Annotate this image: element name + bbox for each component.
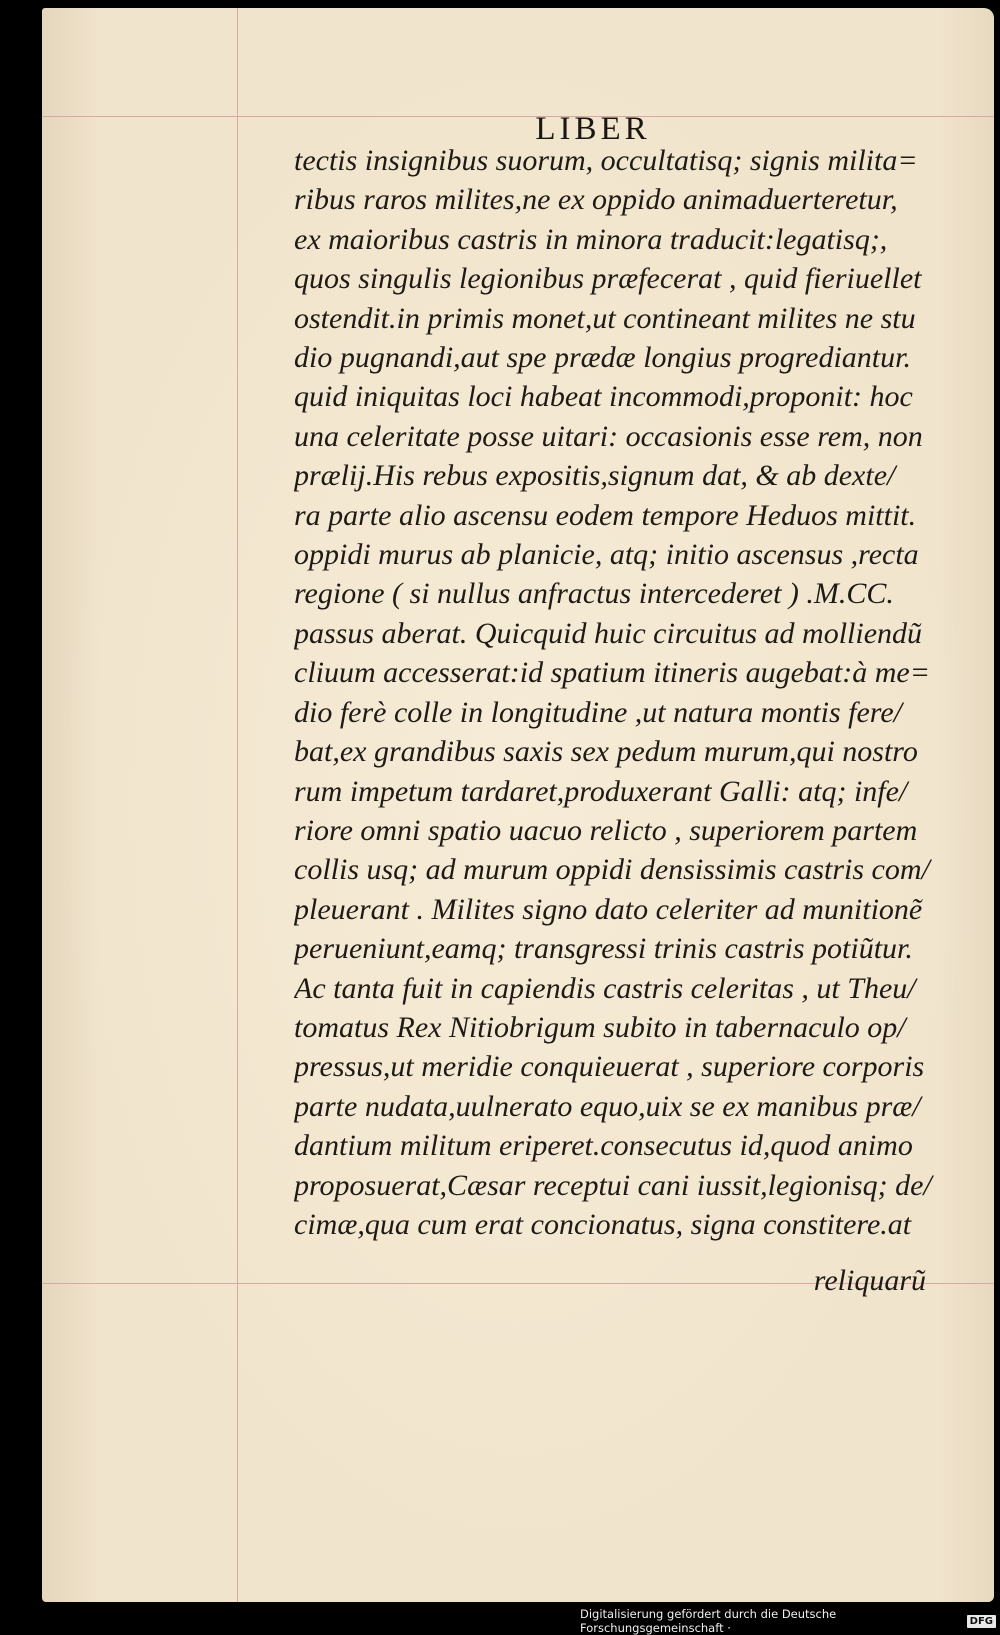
running-head: LIBER xyxy=(535,111,651,147)
text-line: tomatus Rex Nitiobrigum subito in tabernaculo op/ xyxy=(294,1010,906,1044)
text-line: cimæ,qua cum erat concionatus, signa constitere.at xyxy=(294,1207,912,1241)
catchword: reliquarũ xyxy=(813,1264,926,1297)
left-margin-rule xyxy=(237,8,238,1602)
text-line: pleuerant . Milites signo dato celeriter ad munitionẽ xyxy=(294,892,923,926)
text-line: quid iniquitas loci habeat incommodi,proponit: hoc xyxy=(294,380,913,414)
text-line: rum impetum tardaret,produxerant Galli: atq; infe/ xyxy=(294,774,908,808)
text-line: Ac tanta fuit in capiendis castris celeritas , ut Theu/ xyxy=(294,971,916,1005)
text-line: perueniunt,eamq; transgressi trinis castris potiũtur. xyxy=(294,932,913,966)
text-block xyxy=(294,141,974,1244)
text-line: passus aberat. Quicquid huic circuitus ad molliendũ xyxy=(294,616,923,650)
text-line: proposuerat,Cæsar receptui cani iussit,legionisq; de/ xyxy=(294,1168,932,1202)
text-line: bat,ex grandibus saxis sex pedum murum,qui nostro xyxy=(294,735,918,769)
text-line: riore omni spatio uacuo relicto , superiorem partem xyxy=(294,813,918,847)
book-page xyxy=(42,8,994,1602)
text-line: dio pugnandi,aut spe prædæ longius progrediantur. xyxy=(294,341,911,375)
text-line: pressus,ut meridie conquieuerat , superiore corporis xyxy=(294,1050,925,1084)
text-line: parte nudata,uulnerato equo,uix se ex manibus præ/ xyxy=(294,1089,921,1123)
text-line: quos singulis legionibus præfecerat , quid fieriuellet xyxy=(294,262,922,296)
footer-credit: Digitalisierung gefördert durch die Deutsche Forschungsgemeinschaft · xyxy=(580,1607,837,1635)
text-line: oppidi murus ab planicie, atq; initio ascensus ,recta xyxy=(294,538,919,572)
text-line: una celeritate posse uitari: occasionis esse rem, non xyxy=(294,419,923,453)
text-line: ex maioribus castris in minora traducit:legatisq;, xyxy=(294,222,888,256)
text-line: prælij.His rebus expositis,signum dat, & ab dexte/ xyxy=(294,459,896,493)
digitization-footer xyxy=(580,1607,1000,1635)
text-line: regione ( si nullus anfractus intercederet ) .M.CC. xyxy=(294,577,894,611)
text-line: ra parte alio ascensu eodem tempore Heduos mittit. xyxy=(294,498,917,532)
text-line: dantium militum eriperet.consecutus id,quod animo xyxy=(294,1129,913,1163)
text-line: dio ferè colle in longitudine ,ut natura montis fere/ xyxy=(294,695,902,729)
text-line: ribus raros milites,ne ex oppido animaduerteretur, xyxy=(294,183,898,217)
text-line: cliuum accesserat:id spatium itineris augebat:à me= xyxy=(294,656,930,690)
text-line: tectis insignibus suorum, occultatisq; signis milita= xyxy=(294,144,918,177)
text-line: collis usq; ad murum oppidi densissimis castris com/ xyxy=(294,853,930,887)
text-line: ostendit.in primis monet,ut contineant milites ne stu xyxy=(294,301,916,335)
dfg-logo-icon: DFG xyxy=(967,1615,996,1628)
